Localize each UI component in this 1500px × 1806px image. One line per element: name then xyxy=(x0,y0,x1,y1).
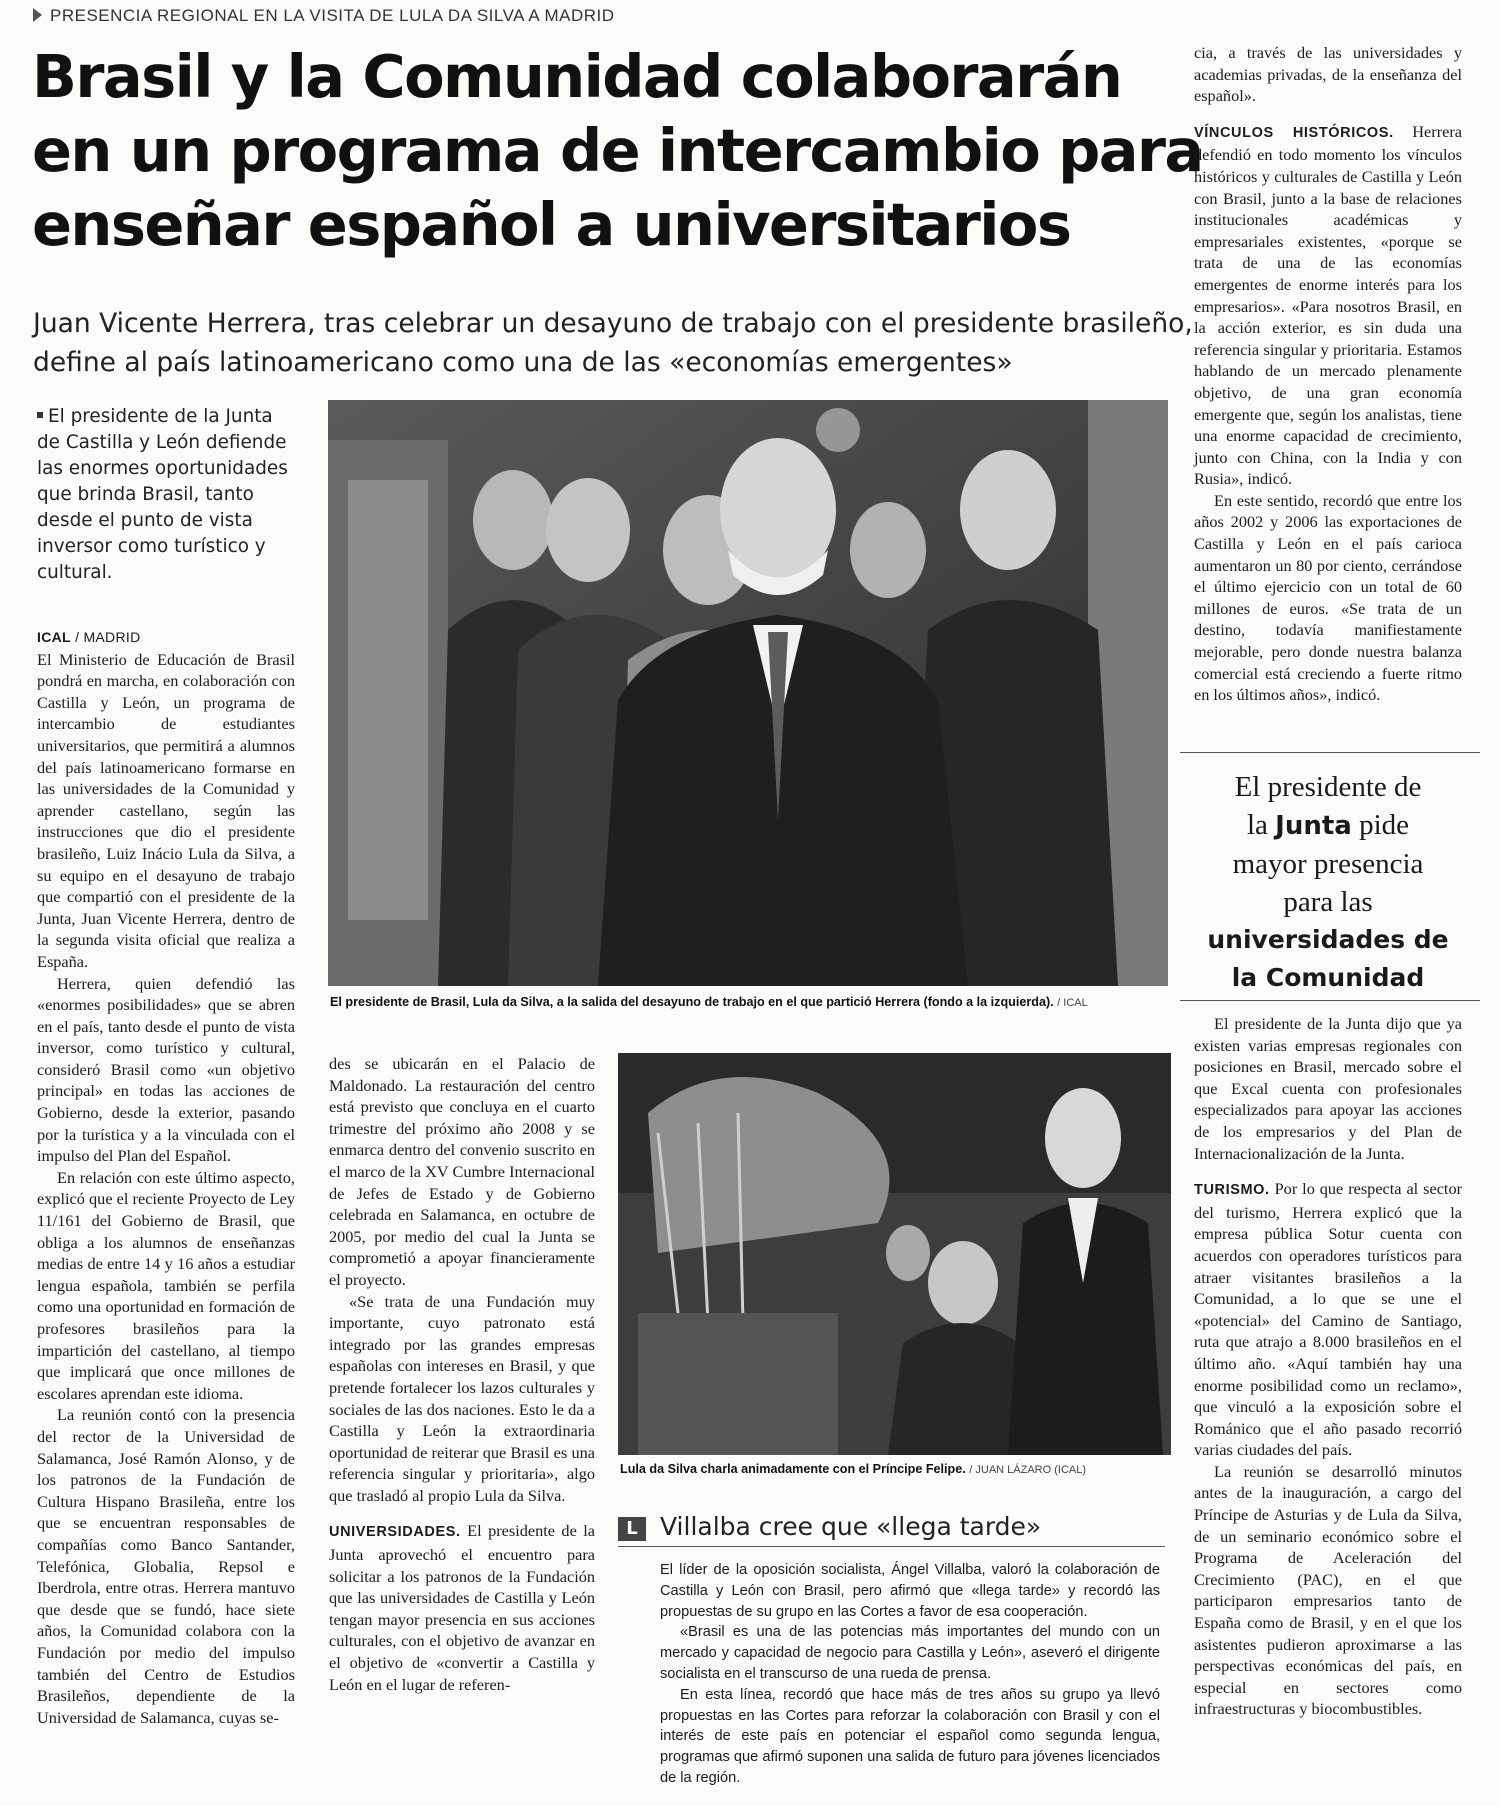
pullquote-fragment: pide xyxy=(1351,809,1410,841)
paragraph: En relación con este último aspecto, explicó que el reciente Proyecto de Ley 11/161 del Gobierno de Brasil, que obliga a los alumnos de enseñanzas medias de entre 14 y 16 años a estudiar lengua española, también se perfila como una oportunidad en formación de profesores brasileños para la impartición del castellano, al tiempo que implicará que once millones de escolares aprendan este idioma. xyxy=(37,1167,295,1403)
pullquote-bold: Junta xyxy=(1275,811,1352,841)
pullquote-line xyxy=(1178,806,1478,845)
byline-agency: ICAL xyxy=(37,629,71,645)
column-3-bottom xyxy=(1194,1013,1462,1720)
lead-summary xyxy=(37,404,292,586)
sidebox-title: Villalba cree que «llega tarde» xyxy=(660,1512,1042,1541)
arrow-icon xyxy=(33,8,42,22)
paragraph: des se ubicarán en el Palacio de Maldonado. La restauración del centro está previsto que concluya en el cuarto trimestre del próximo año 2008 y se enmarca dentro del convenio suscrito en el marco de la XV Cumbre Internacional de Jefes de Estado y de Gobierno celebrada en Salamanca, en octubre de 2005, por medio del cual la Junta se comprometió a apoyar financieramente el proyecto. xyxy=(329,1054,595,1289)
paragraph: En este sentido, recordó que entre los años 2002 y 2006 las exportaciones de Castilla y León en el país carioca aumentaron un 80 por ciento, cerrándose el último ejercicio con un total de 60 millones de euros. «Se trata de un destino, todavía manifiestamente mejorable, pero donde nuestra balanza comercial está creciendo a fuerte ritmo en los últimos años», indicó. xyxy=(1194,490,1462,705)
subhead-line: define al país latinoamericano como una de las «economías emergentes» xyxy=(33,347,1013,378)
sidebox-rule xyxy=(618,1546,1165,1547)
caption-credit: / JUAN LÁZARO (ICAL) xyxy=(969,1464,1087,1476)
pullquote xyxy=(1178,768,1478,997)
headline-line: Brasil y la Comunidad colaborarán xyxy=(32,42,1122,111)
pullquote-line: universidades de xyxy=(1207,925,1449,954)
caption-text: Lula da Silva charla animadamente con el Príncipe Felipe. xyxy=(620,1462,966,1476)
photo-lula-exit-caption xyxy=(330,995,1088,1009)
subhead xyxy=(33,304,1193,382)
sidebox-paragraph: «Brasil es una de las potencias más importantes del mundo con un mercado y capacidad de negocio para Castilla y León», aseveró el dirigente socialista en el transcurso de una rueda de prensa. xyxy=(660,1624,1160,1682)
rubric-text: Herrera defendió en todo momento los vínculos históricos y culturales de Castilla y León con Brasil, junto a la base de relaciones institucionales académicas y empresariales existentes, «porque se trata de una de las economías emergentes de enorme interés para los empresarios». «Para nosotros Brasil, en la acción exterior, es sin duda una referencia singular y prioritaria. Estamos hablando de un mercado plenamente objetivo, de una gran economía emergente que, según los analistas, tiene una enorme capacidad de crecimiento, junto con China, con la India y con Rusia», indicó. xyxy=(1194,121,1462,489)
photo-lula-felipe xyxy=(618,1053,1171,1455)
lead-text: El presidente de la Junta de Castilla y León defiende las enormes oportunidades que brinda Brasil, tanto desde el punto de vista inversor como turístico y cultural. xyxy=(37,406,288,583)
paragraph: La reunión contó con la presencia del rector de la Universidad de Salamanca, José Ramón Alonso, y de los patronos de la Fundación de Cultura Hispano Brasileña, entre los que se encuentran responsables de compañías como Banco Santander, Telefónica, Globalia, Repsol e Iberdrola, entre otras. Herrera mantuvo que desde que se fundó, hace siete años, la Comunidad colabora con la Fundación por medio del impulso también del Centro de Estudios Brasileños, dependiente de la Universidad de Salamanca, cuyas se- xyxy=(37,1405,295,1727)
paragraph-rubric xyxy=(329,1520,595,1695)
paragraph: La reunión se desarrolló minutos antes de la inauguración, a cargo del Príncipe de Asturias y de Lula da Silva, de un seminario económico sobre el Programa de Aceleración del Crecimiento (PAC), en el que participaron empresarios tanto de España como de Brasil, y en el que los asistentes pudieron aproximarse a las perspectivas económicas del país, en especial en sectores como infraestructuras y biocombustibles. xyxy=(1194,1461,1462,1719)
sidebox-paragraph: El líder de la oposición socialista, Ángel Villalba, valoró la colaboración de Castilla y León con Brasil, pero afirmó que «llega tarde» y recordó las propuestas de su grupo en las Cortes a favor de esa cooperación. xyxy=(660,1562,1160,1620)
rubric-text: Por lo que respecta al sector del turismo, Herrera explicó que la empresa pública Sotur cuenta con acuerdos con operadores turísticos para atraer visitantes brasileños a la Comunidad, a lo que se une el «potencial» del Camino de Santiago, ruta que atrajo a 8.000 brasileños en el último año. «Aquí también hay una enorme posibilidad como un reclamo», que vinculó a la exposición sobre el Románico que el año pasado recorrió varias ciudades del país. xyxy=(1194,1179,1463,1460)
pullquote-bottom-rule xyxy=(1180,1000,1480,1001)
sidebox-letter-icon: L xyxy=(618,1517,646,1541)
headline-line: en un programa de intercambio para xyxy=(32,116,1203,185)
byline xyxy=(37,627,295,649)
pullquote-top-rule xyxy=(1180,752,1480,753)
paragraph: «Se trata de una Fundación muy importante, cuyo patronato está integrado por las grandes empresas españolas con intereses en Brasil, y que pretende fortalecer los lazos culturales y sociales de las dos naciones. Esto le da a Castilla y León la extraordinaria oportunidad de reiterar que Brasil es una referencia singular y prioritaria», algo que trasladó al propio Lula da Silva. xyxy=(329,1291,595,1505)
paragraph-rubric xyxy=(1194,121,1462,490)
pullquote-line: la Comunidad xyxy=(1231,963,1425,992)
pullquote-line: El presidente de xyxy=(1234,771,1422,803)
byline-place: / MADRID xyxy=(75,629,141,645)
rubric-text: El presidente de la Junta aprovechó el encuentro para solicitar a los patronos de la Fundación que las universidades de Castilla y León tengan mayor presencia en sus acciones culturales, con el objetivo de avanzar en el objetivo de «convertir a Castilla y León en el lugar de referen- xyxy=(329,1521,596,1694)
paragraph-rubric xyxy=(1194,1178,1462,1461)
photo-lula-exit xyxy=(328,400,1168,986)
sidebox-paragraph: En esta línea, recordó que hace más de tres años su grupo ya llevó propuestas en las Cortes para reforzar la colaboración con Brasil y con el interés de este país en potenciar el español como segunda lengua, programas que afirmó suponen una salida de futuro para jóvenes licenciados de la región. xyxy=(660,1686,1160,1786)
column-3-top xyxy=(1194,42,1462,706)
pullquote-fragment: la xyxy=(1246,809,1276,841)
pullquote-line: mayor presencia xyxy=(1232,848,1424,880)
kicker xyxy=(33,6,615,26)
kicker-text: PRESENCIA REGIONAL EN LA VISITA DE LULA DA SILVA A MADRID xyxy=(50,6,615,25)
paragraph: El Ministerio de Educación de Brasil pondrá en marcha, en colaboración con Castilla y León, un programa de intercambio de estudiantes universitarios, que permitirá a alumnos del país latinoamericano formarse en las universidades de la Comunidad y aprender castellano, según las instrucciones que dio el presidente brasileño, Luiz Inácio Lula da Silva, a su equipo en el desayuno de trabajo que compartió con el presidente de la Junta, Juan Vicente Herrera, dentro de la segunda visita oficial que realiza a España. xyxy=(37,649,295,971)
rubric-vinculos: VÍNCULOS HISTÓRICOS. xyxy=(1194,124,1394,141)
paragraph: cia, a través de las universidades y academias privadas, de la enseñanza del español». xyxy=(1194,43,1462,106)
photo-lula-felipe-caption xyxy=(620,1462,1086,1476)
photo-lula-exit-image xyxy=(328,400,1168,986)
headline-line: enseñar español a universitarios xyxy=(32,190,1071,259)
paragraph: Herrera, quien defendió las «enormes posibilidades» que se abren en el país, tanto desde el punto de vista inversor, como turístico y cultural, consideró Brasil como «un objetivo principal» en todas las acciones de Gobierno, desde la exterior, pasando por la turística y a la vinculada con el impulso del Plan del Español. xyxy=(37,973,295,1166)
column-2 xyxy=(329,1053,595,1695)
caption-text: El presidente de Brasil, Lula da Silva, a la salida del desayuno de trabajo en el que partició Herrera (fondo a la izquierda). xyxy=(330,995,1054,1009)
headline xyxy=(32,40,1203,262)
bullet-icon xyxy=(37,412,43,418)
paragraph: El presidente de la Junta dijo que ya existen varias empresas regionales con posiciones en Brasil, mercado sobre el que Excal cuenta con profesionales especializados para apoyar las acciones de los empresarios y del Plan de Internacionalización de la Junta. xyxy=(1194,1014,1462,1163)
rubric-turismo: TURISMO. xyxy=(1194,1182,1270,1199)
caption-credit: / ICAL xyxy=(1057,997,1088,1009)
rubric-universidades: UNIVERSIDADES. xyxy=(329,1524,461,1541)
photo-lula-felipe-image xyxy=(618,1053,1171,1455)
pullquote-line: para las xyxy=(1283,886,1373,918)
sidebox-body xyxy=(660,1560,1160,1789)
column-1 xyxy=(37,627,295,1728)
subhead-line: Juan Vicente Herrera, tras celebrar un desayuno de trabajo con el presidente brasileño, xyxy=(33,308,1193,339)
